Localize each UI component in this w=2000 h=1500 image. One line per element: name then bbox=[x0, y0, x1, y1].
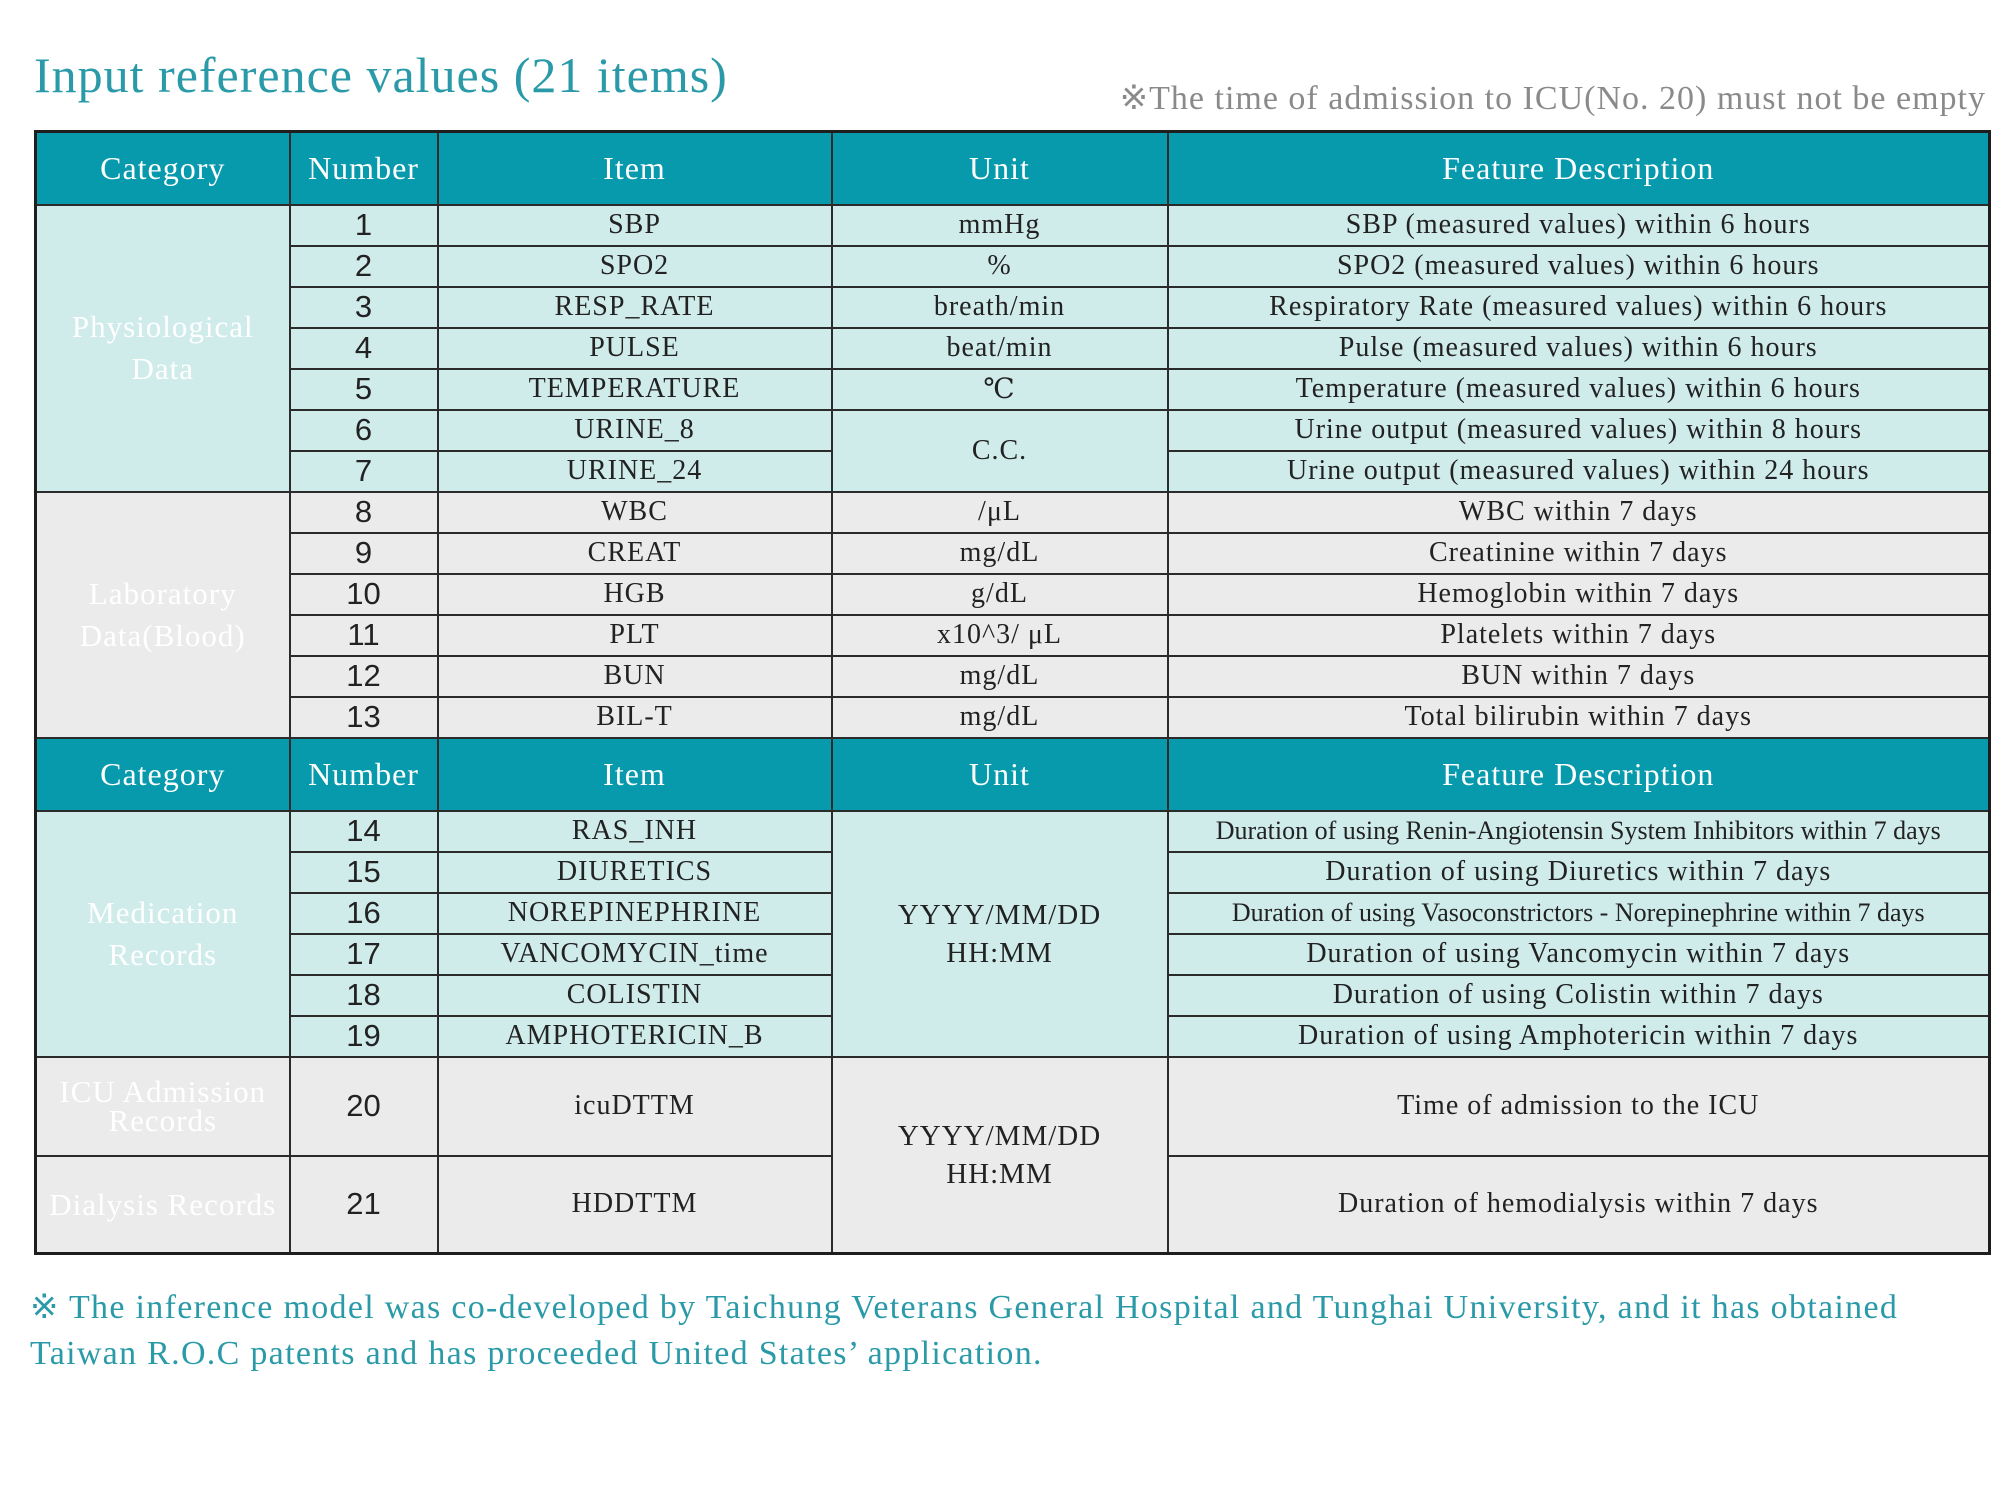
header-number: Number bbox=[290, 738, 438, 811]
reference-values-table bbox=[34, 130, 1991, 1255]
row-item: PULSE bbox=[438, 328, 832, 369]
row-number: 19 bbox=[290, 1016, 438, 1057]
row-description: Duration of using Renin-Angiotensin System Inhibitors within 7 days bbox=[1168, 811, 1990, 852]
table-row bbox=[36, 656, 1990, 697]
row-number: 8 bbox=[290, 492, 438, 533]
category-physiological: Physiological Data bbox=[36, 205, 290, 492]
row-unit: /μL bbox=[832, 492, 1168, 533]
table-row bbox=[36, 205, 1990, 246]
row-unit: mg/dL bbox=[832, 533, 1168, 574]
row-unit: % bbox=[832, 246, 1168, 287]
row-number: 21 bbox=[290, 1156, 438, 1254]
category-dialysis: Dialysis Records bbox=[36, 1156, 290, 1254]
row-number: 9 bbox=[290, 533, 438, 574]
row-number: 16 bbox=[290, 893, 438, 934]
row-item: VANCOMYCIN_time bbox=[438, 934, 832, 975]
row-item: HGB bbox=[438, 574, 832, 615]
row-description: SPO2 (measured values) within 6 hours bbox=[1168, 246, 1990, 287]
row-item: WBC bbox=[438, 492, 832, 533]
table-row bbox=[36, 328, 1990, 369]
row-unit: ℃ bbox=[832, 369, 1168, 410]
header-category: Category bbox=[36, 132, 290, 205]
row-number: 4 bbox=[290, 328, 438, 369]
row-description: Duration of using Diuretics within 7 days bbox=[1168, 852, 1990, 893]
row-number: 20 bbox=[290, 1057, 438, 1156]
row-description: Temperature (measured values) within 6 hours bbox=[1168, 369, 1990, 410]
row-number: 13 bbox=[290, 697, 438, 738]
row-number: 14 bbox=[290, 811, 438, 852]
table-row bbox=[36, 410, 1990, 451]
row-description: Duration of using Vancomycin within 7 days bbox=[1168, 934, 1990, 975]
row-description: BUN within 7 days bbox=[1168, 656, 1990, 697]
row-item: SPO2 bbox=[438, 246, 832, 287]
footer-note: ※ The inference model was co-developed by Taichung Veterans General Hospital and Tunghai University, and it has obtained Taiwan R.O.C patents and has proceeded United States’ application. bbox=[30, 1289, 1899, 1372]
row-description: Duration of using Colistin within 7 days bbox=[1168, 975, 1990, 1016]
row-description: Duration of hemodialysis within 7 days bbox=[1168, 1156, 1990, 1254]
category-icu: ICU Admission Records bbox=[36, 1057, 290, 1156]
row-description: Creatinine within 7 days bbox=[1168, 533, 1990, 574]
unit-cc: C.C. bbox=[832, 410, 1168, 492]
table-row bbox=[36, 615, 1990, 656]
row-item: AMPHOTERICIN_B bbox=[438, 1016, 832, 1057]
row-item: URINE_24 bbox=[438, 451, 832, 492]
row-unit: mg/dL bbox=[832, 697, 1168, 738]
row-item: RAS_INH bbox=[438, 811, 832, 852]
row-unit: x10^3/ μL bbox=[832, 615, 1168, 656]
row-number: 12 bbox=[290, 656, 438, 697]
table-row bbox=[36, 1057, 1990, 1156]
row-item: RESP_RATE bbox=[438, 287, 832, 328]
row-item: COLISTIN bbox=[438, 975, 832, 1016]
table-header-row bbox=[36, 738, 1990, 811]
row-item: BUN bbox=[438, 656, 832, 697]
table-row bbox=[36, 369, 1990, 410]
row-number: 10 bbox=[290, 574, 438, 615]
unit-datetime-icu: YYYY/MM/DD HH:MM bbox=[832, 1057, 1168, 1254]
table-row bbox=[36, 697, 1990, 738]
row-description: Pulse (measured values) within 6 hours bbox=[1168, 328, 1990, 369]
row-description: WBC within 7 days bbox=[1168, 492, 1990, 533]
header-unit: Unit bbox=[832, 738, 1168, 811]
row-item: icuDTTM bbox=[438, 1057, 832, 1156]
header-unit: Unit bbox=[832, 132, 1168, 205]
table-row bbox=[36, 574, 1990, 615]
row-description: Total bilirubin within 7 days bbox=[1168, 697, 1990, 738]
row-description: Urine output (measured values) within 24 hours bbox=[1168, 451, 1990, 492]
row-item: HDDTTM bbox=[438, 1156, 832, 1254]
row-description: Time of admission to the ICU bbox=[1168, 1057, 1990, 1156]
row-unit: mmHg bbox=[832, 205, 1168, 246]
row-unit: breath/min bbox=[832, 287, 1168, 328]
row-description: Duration of using Vasoconstrictors - Norepinephrine within 7 days bbox=[1168, 893, 1990, 934]
row-number: 1 bbox=[290, 205, 438, 246]
category-medication: Medication Records bbox=[36, 811, 290, 1057]
row-number: 7 bbox=[290, 451, 438, 492]
row-item: BIL-T bbox=[438, 697, 832, 738]
header-description: Feature Description bbox=[1168, 132, 1990, 205]
row-number: 5 bbox=[290, 369, 438, 410]
table-row bbox=[36, 287, 1990, 328]
header-number: Number bbox=[290, 132, 438, 205]
row-number: 17 bbox=[290, 934, 438, 975]
header-category: Category bbox=[36, 738, 290, 811]
row-description: Platelets within 7 days bbox=[1168, 615, 1990, 656]
row-number: 11 bbox=[290, 615, 438, 656]
table-row bbox=[36, 246, 1990, 287]
table-header-row bbox=[36, 132, 1990, 205]
row-description: Urine output (measured values) within 8 hours bbox=[1168, 410, 1990, 451]
row-item: CREAT bbox=[438, 533, 832, 574]
row-item: SBP bbox=[438, 205, 832, 246]
row-item: DIURETICS bbox=[438, 852, 832, 893]
row-item: URINE_8 bbox=[438, 410, 832, 451]
row-number: 6 bbox=[290, 410, 438, 451]
category-laboratory: Laboratory Data(Blood) bbox=[36, 492, 290, 738]
row-item: NOREPINEPHRINE bbox=[438, 893, 832, 934]
row-number: 15 bbox=[290, 852, 438, 893]
table-row bbox=[36, 492, 1990, 533]
row-description: Respiratory Rate (measured values) within 6 hours bbox=[1168, 287, 1990, 328]
icu-required-note: ※The time of admission to ICU(No. 20) must not be empty bbox=[1119, 80, 1986, 117]
row-item: PLT bbox=[438, 615, 832, 656]
row-unit: g/dL bbox=[832, 574, 1168, 615]
row-description: Hemoglobin within 7 days bbox=[1168, 574, 1990, 615]
row-unit: mg/dL bbox=[832, 656, 1168, 697]
header-item: Item bbox=[438, 738, 832, 811]
row-number: 2 bbox=[290, 246, 438, 287]
row-description: Duration of using Amphotericin within 7 days bbox=[1168, 1016, 1990, 1057]
row-number: 3 bbox=[290, 287, 438, 328]
table-row bbox=[36, 533, 1990, 574]
unit-datetime-medication: YYYY/MM/DD HH:MM bbox=[832, 811, 1168, 1057]
row-unit: beat/min bbox=[832, 328, 1168, 369]
row-number: 18 bbox=[290, 975, 438, 1016]
header-description: Feature Description bbox=[1168, 738, 1990, 811]
table-row bbox=[36, 811, 1990, 852]
row-item: TEMPERATURE bbox=[438, 369, 832, 410]
page-title: Input reference values (21 items) bbox=[34, 47, 728, 103]
row-description: SBP (measured values) within 6 hours bbox=[1168, 205, 1990, 246]
header-item: Item bbox=[438, 132, 832, 205]
